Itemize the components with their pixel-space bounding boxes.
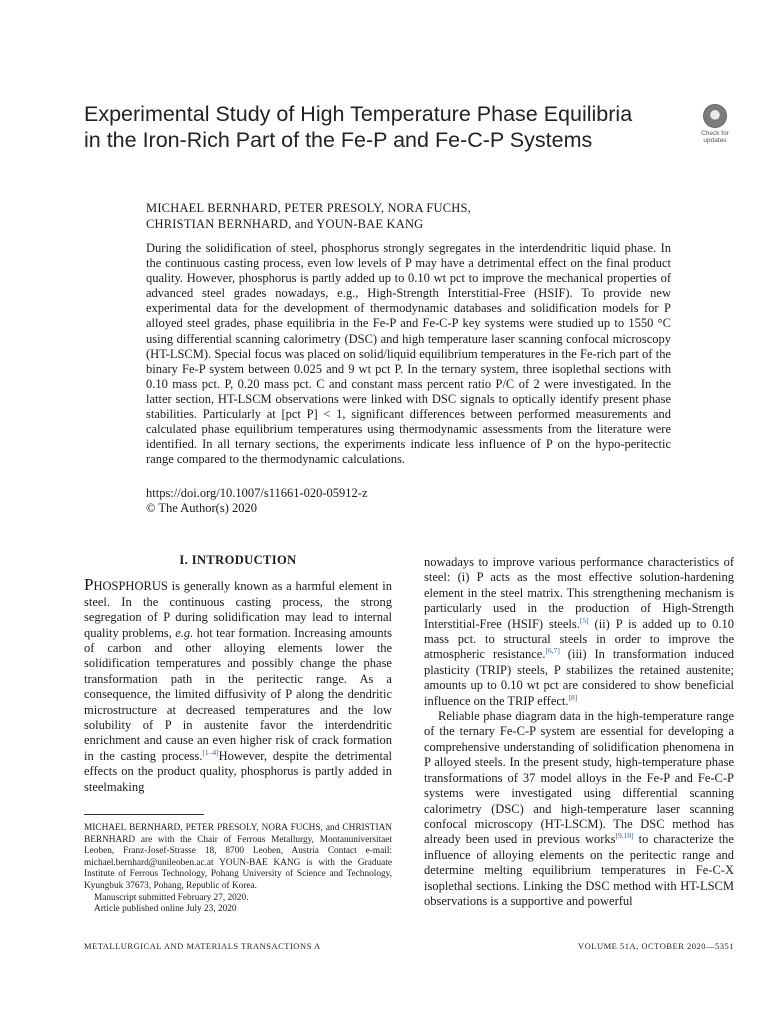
citation-link[interactable]: [9,10] bbox=[615, 831, 634, 841]
citation-link[interactable]: [6,7] bbox=[545, 646, 560, 656]
abstract: During the solidification of steel, phosphorus strongly segregates in the interdendritic liquid phase. In the continuous casting process, even low levels of P may have a detrimental effect on the final product quality. However, phosphorus is partly added up to 0.10 wt pct to improve the mechanical properties of advanced steel grades nowadays, e.g., High-Strength Interstitial-Free (HSIF). To provide new experimental data for the development of thermodynamic databases and solidification models for P alloyed steel grades, phase equilibria in the Fe-P and Fe-C-P key systems were studied up to 1550 °C using differential scanning calorimetry (DSC) and high temperature laser scanning confocal microscopy (HT-LSCM). Special focus was placed on solid/liquid equilibrium temperatures in the Fe-rich part of the binary Fe-P system between 0.025 and 9 wt pct P. In the ternary system, three isoplethal sections with 0.10 mass pct. P, 0.20 mass pct. C and constant mass percent ratio P/C of 2 were investigated. In the latter section, HT-LSCM observations were linked with DSC signals to optically identify present phase stabilities. Particularly at [pct P] < 1, significant differences between performed measurements and calculated phase equilibrium temperatures using thermodynamic assessments from the literature were identified. In all ternary sections, the experiments indicate less influence of P on the hypo-peritectic range compared to the thermodynamic calculations. bbox=[146, 241, 671, 467]
citation-link[interactable]: [1–4] bbox=[202, 747, 219, 757]
check-for-updates-badge[interactable] bbox=[695, 104, 735, 144]
journal-name: METALLURGICAL AND MATERIALS TRANSACTIONS A bbox=[84, 941, 321, 951]
intro-paragraph-1-cont: nowadays to improve various performance characteristics of steel: (i) P acts as the most effective solution-hardening element in the steel matrix. This strengthening mechanism is particularly used in the production of High-Strength Interstitial-Free (HSIF) steels.[5] (ii) P is added up to 0.10 mass pct. to structural steels in order to improve the atmospheric resistance.[6,7] (iii) In transformation induced plasticity (TRIP) steels, P stabilizes the retained austenite; amounts up to 0.10 wt pct are considered to show beneficial influence on the TRIP effect.[8] bbox=[424, 555, 734, 708]
right-column bbox=[424, 555, 734, 909]
volume-page: VOLUME 51A, OCTOBER 2020—5351 bbox=[577, 941, 734, 951]
drop-cap: P bbox=[84, 575, 94, 595]
intro-paragraph-2: Reliable phase diagram data in the high-temperature range of the ternary Fe-C-P system are essential for developing a comprehensive understanding of solidification phenomena in P alloyed steels. In the present study, high-temperature phase transformations of 37 model alloys in the Fe-P and Fe-C-P systems were investigated using differential scanning calorimetry (DSC) and high-temperature laser scanning confocal microscopy (HT-LSCM). The DSC method has already been used in previous works[9,10] to characterize the influence of alloying elements on the peritectic range and determine melting equilibrium temperatures in Fe-C-X isoplethal sections. Linking the DSC method with HT-LSCM observations is a supportive and powerful bbox=[424, 709, 734, 908]
citation-link[interactable]: [8] bbox=[568, 692, 578, 702]
badge-label: Check for updates bbox=[701, 130, 729, 144]
section-heading: I. INTRODUCTION bbox=[179, 553, 297, 567]
crossmark-icon bbox=[703, 104, 727, 128]
copyright: © The Author(s) 2020 bbox=[146, 501, 257, 515]
author-list: MICHAEL BERNHARD, PETER PRESOLY, NORA FUCHS, CHRISTIAN BERNHARD, and YOUN-BAE KANG bbox=[146, 201, 471, 231]
intro-paragraph-1: PHOSPHORUS is generally known as a harmful element in steel. In the continuous casting process, the strong segregation of P during solidification may lead to internal quality problems, e.g. hot tear formation. Increasing amounts of carbon and other alloying elements lower the solidification temperatures and possibly change the phase transformation path in the peritectic range. As a consequence, the limited diffusivity of P along the dendritic microstructure at decreased temperatures and the low solubility of P in austenite favor the interdendritic enrichment and cause an even higher risk of crack formation in the casting process.[1–4]However, despite the detrimental effects on the product quality, phosphorus is partly added in steelmaking bbox=[84, 575, 392, 794]
article-title: Experimental Study of High Temperature Phase Equilibria in the Iron-Rich Part of the Fe-P and Fe-C-P Systems bbox=[84, 102, 633, 152]
left-column bbox=[84, 553, 392, 795]
citation-link[interactable]: [5] bbox=[579, 615, 589, 625]
doi-block bbox=[146, 486, 646, 516]
doi-link[interactable]: https://doi.org/10.1007/s11661-020-05912-z bbox=[146, 486, 368, 500]
footnote-divider bbox=[84, 814, 204, 815]
author-affiliations-footnote: MICHAEL BERNHARD, PETER PRESOLY, NORA FUCHS, and CHRISTIAN BERNHARD are with the Chair of Ferrous Metallurgy, Montanuniversitaet Leoben, Franz-Josef-Strasse 18, 8700 Leoben, Austria Contact e-mail: michael.bernhard@unileoben.ac.at YOUN-BAE KANG is with the Graduate Institute of Ferrous Technology, Pohang University of Science and Technology, Kyungbuk 37673, Pohang, Republic of Korea. Manuscript submitted February 27, 2020. Article published online July 23, 2020 bbox=[84, 823, 392, 915]
